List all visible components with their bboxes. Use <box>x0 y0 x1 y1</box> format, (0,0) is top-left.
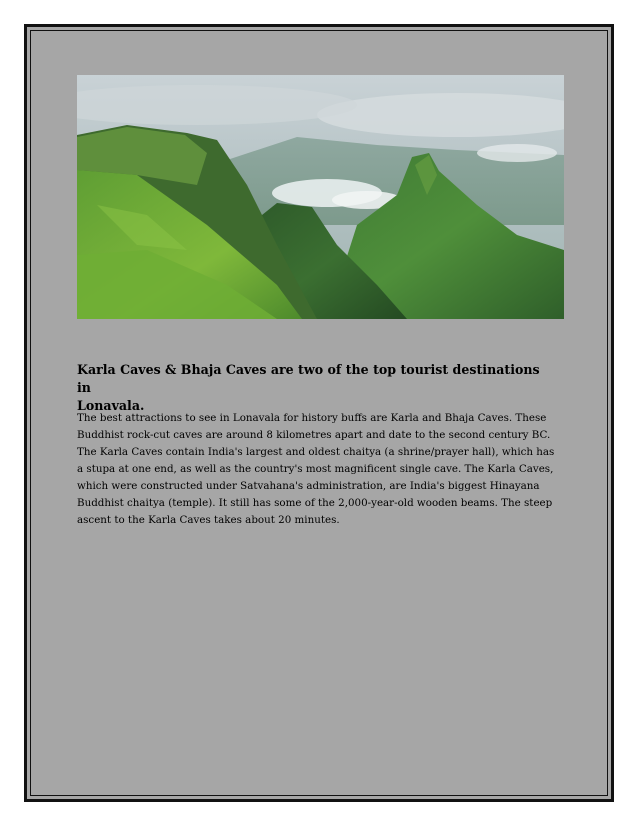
mountain-photo <box>77 75 564 319</box>
body-line: The Karla Caves contain India's largest and oldest chaitya (a shrine/prayer hall), which has <box>77 446 555 458</box>
heading-line: Lonavala. <box>77 398 145 413</box>
article-body <box>77 410 571 529</box>
article-heading <box>77 361 557 415</box>
body-line: which were constructed under Satvahana's administration, are India's biggest Hinayana <box>77 480 540 492</box>
body-line: ascent to the Karla Caves takes about 20 minutes. <box>77 514 340 526</box>
heading-line: Karla Caves & Bhaja Caves are two of the top tourist destinations in <box>77 362 540 395</box>
body-line: a stupa at one end, as well as the country's most magnificent single cave. The Karla Caves, <box>77 463 554 475</box>
body-line: The best attractions to see in Lonavala for history buffs are Karla and Bhaja Caves. These <box>77 412 547 424</box>
body-line: Buddhist chaitya (temple). It still has some of the 2,000-year-old wooden beams. The steep <box>77 497 553 509</box>
body-line: Buddhist rock-cut caves are around 8 kilometres apart and date to the second century BC. <box>77 429 551 441</box>
